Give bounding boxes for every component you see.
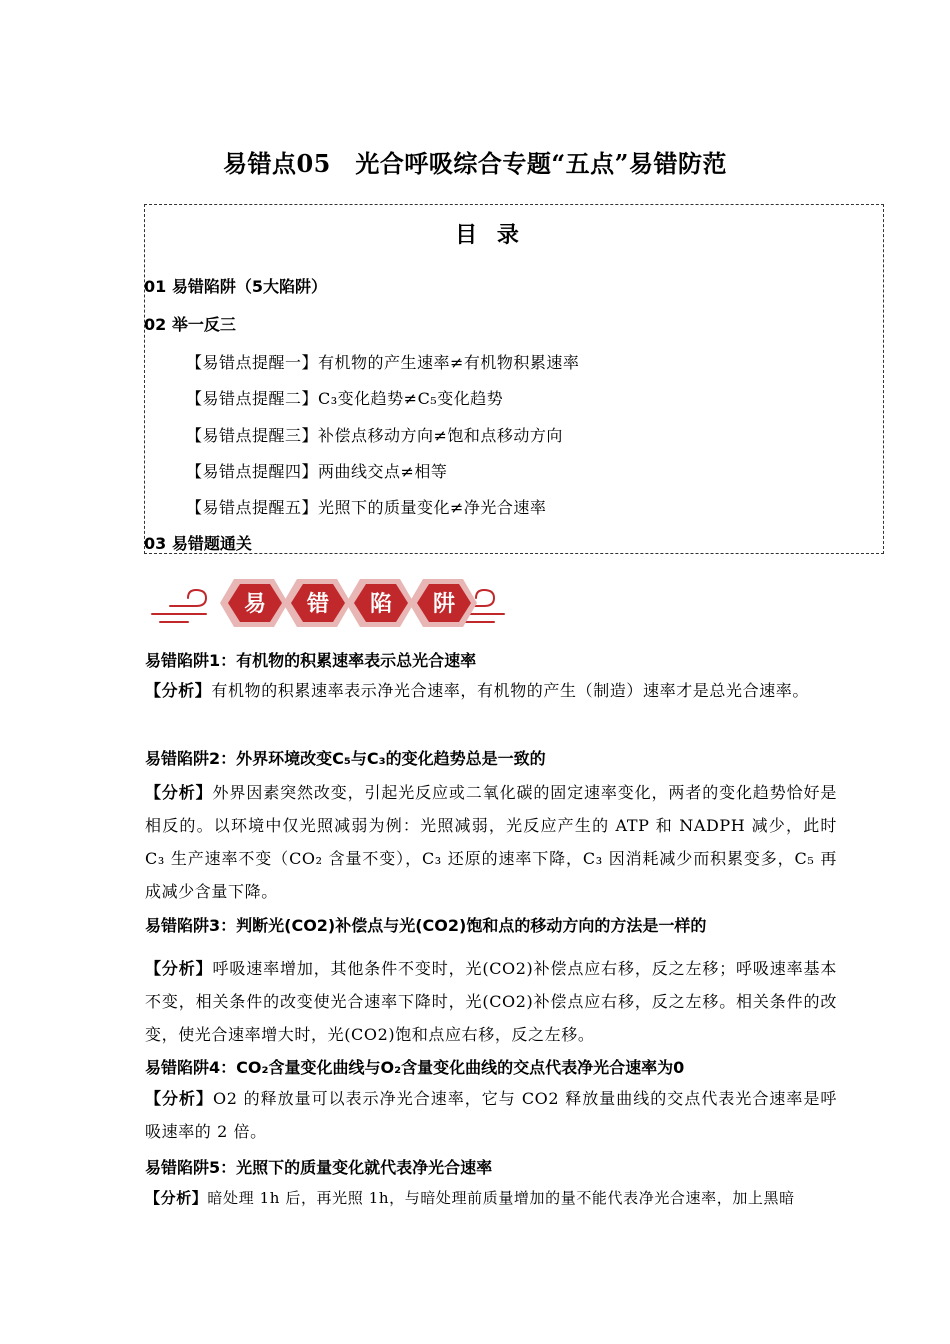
trap-3-label: 【分析】	[145, 959, 213, 978]
banner-left-swirl	[152, 590, 206, 622]
trap-1-text: 有机物的积累速率表示净光合速率，有机物的产生（制造）速率才是总光合速率。	[211, 681, 810, 700]
trap-1-title: 易错陷阱1：有机物的积累速率表示总光合速率	[145, 651, 477, 670]
toc-heading: 目 录	[455, 223, 525, 248]
toc-section-examples: 02 举一反三	[144, 315, 236, 334]
banner-char-2: 错	[306, 592, 330, 617]
trap-5-label: 【分析】	[145, 1189, 208, 1207]
toc-item-3: 【易错点提醒三】补偿点移动方向≠饱和点移动方向	[186, 426, 563, 445]
trap-3-analysis	[145, 952, 837, 1051]
trap-2-label: 【分析】	[145, 783, 213, 802]
page-title: 易错点05 光合呼吸综合专题“五点”易错防范	[222, 149, 727, 178]
banner-char-1: 易	[243, 592, 267, 617]
trap-2-analysis	[145, 776, 837, 908]
trap-4-label: 【分析】	[145, 1089, 214, 1108]
trap-3-title: 易错陷阱3：判断光(CO2)补偿点与光(CO2)饱和点的移动方向的方法是一样的	[145, 916, 707, 935]
toc-item-2: 【易错点提醒二】C₃变化趋势≠C₅变化趋势	[186, 389, 504, 408]
trap-2-text: 外界因素突然改变，引起光反应或二氧化碳的固定速率变化，两者的变化趋势恰好是相反的。以环境中仅光照减弱为例：光照减弱，光反应产生的 ATP 和 NADPH 减少，此时 C₃ 生产速率不变（CO₂ 含量不变），C₃ 还原的速率下降，C₃ 因消耗减少而积累变多，C₅ 再成减少含量下降。	[145, 783, 837, 901]
trap-4-title: 易错陷阱4：CO₂含量变化曲线与O₂含量变化曲线的交点代表净光合速率为0	[145, 1058, 685, 1077]
banner-char-3: 陷	[369, 592, 393, 617]
trap-5-title: 易错陷阱5：光照下的质量变化就代表净光合速率	[145, 1158, 493, 1177]
toc-item-1: 【易错点提醒一】有机物的产生速率≠有机物积累速率	[186, 353, 580, 372]
toc-section-exercises: 03 易错题通关	[144, 534, 252, 553]
trap-4-text: O2 的释放量可以表示净光合速率，它与 CO2 释放量曲线的交点代表光合速率是呼吸速率的 2 倍。	[145, 1089, 837, 1141]
banner-char-4: 阱	[432, 592, 456, 617]
toc-item-5: 【易错点提醒五】光照下的质量变化≠净光合速率	[186, 498, 547, 517]
trap-1-label: 【分析】	[145, 681, 212, 700]
trap-5-text: 暗处理 1h 后，再光照 1h，与暗处理前质量增加的量不能代表净光合速率，加上黑暗	[207, 1189, 795, 1207]
trap-1-analysis	[145, 674, 837, 707]
toc-item-4: 【易错点提醒四】两曲线交点≠相等	[186, 462, 448, 481]
trap-3-text: 呼吸速率增加，其他条件不变时，光(CO2)补偿点应右移，反之左移；呼吸速率基本不变，相关条件的改变使光合速率下降时，光(CO2)补偿点应右移，反之左移。相关条件的改变，使光合速率增大时，光(CO2)饱和点应右移，反之左移。	[145, 959, 837, 1044]
section-banner	[148, 570, 508, 636]
trap-2-title: 易错陷阱2：外界环境改变C₅与C₃的变化趋势总是一致的	[145, 749, 546, 768]
trap-5-analysis	[145, 1182, 837, 1215]
toc-section-traps: 01 易错陷阱（5大陷阱）	[144, 277, 327, 296]
trap-4-analysis	[145, 1082, 837, 1148]
